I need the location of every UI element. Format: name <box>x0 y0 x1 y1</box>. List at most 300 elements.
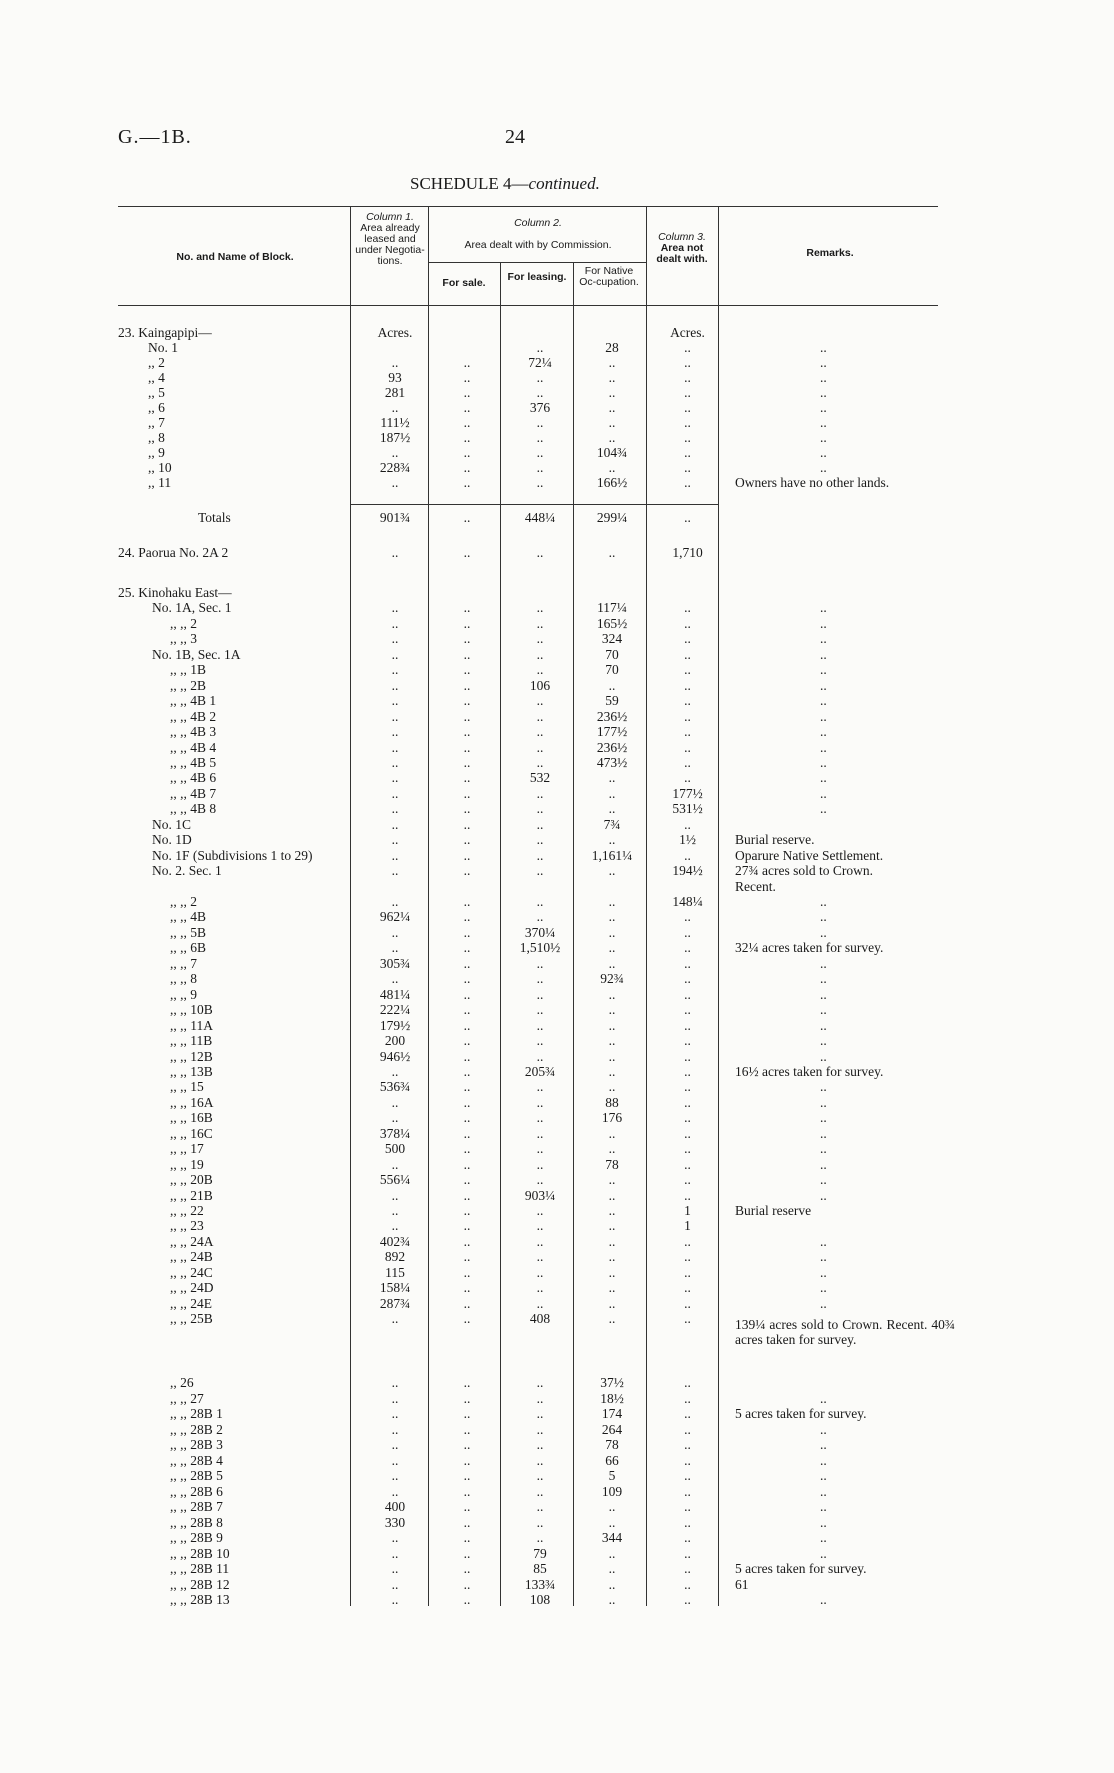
cell-c2: .. <box>463 1545 471 1561</box>
table-row <box>0 1249 1114 1264</box>
cell-c3: .. <box>536 832 544 848</box>
block-name-cell: ,, ,, 28B 3 <box>170 1437 223 1452</box>
table-row <box>0 971 1114 986</box>
table-row <box>0 1592 1114 1607</box>
cell-c4: .. <box>608 1063 616 1079</box>
cell-c2: .. <box>463 1110 471 1126</box>
cell-c3: .. <box>536 340 544 355</box>
cell-c4: .. <box>608 1033 616 1049</box>
cell-c2: .. <box>463 955 471 971</box>
cell-c6: .. <box>820 460 827 475</box>
cell-c2: .. <box>463 1063 471 1079</box>
cell-c5: .. <box>684 400 691 415</box>
cell-c1: .. <box>391 1203 399 1218</box>
cell-c6: .. <box>820 924 827 940</box>
cell-c2: .. <box>463 1295 471 1311</box>
cell-c4: .. <box>608 1125 616 1141</box>
block-name-cell: ,, ,, 22 <box>170 1203 204 1218</box>
cell-c4: .. <box>608 1311 616 1327</box>
cell-c2: .. <box>463 739 471 755</box>
cell-c3: .. <box>536 909 544 925</box>
header-remarks: Remarks. <box>806 247 854 259</box>
header-col2-title: Column 2. <box>514 217 562 229</box>
cell-c6: .. <box>820 1048 827 1064</box>
block-name-cell: ,, ,, 28B 5 <box>170 1468 223 1483</box>
cell-c5: .. <box>684 1561 691 1576</box>
header-col3 <box>648 232 716 265</box>
cell-c5: .. <box>684 1483 691 1499</box>
cell-c2: .. <box>463 724 471 740</box>
cell-c3: 408 <box>529 1311 551 1327</box>
block-name-cell: ,, ,, 15 <box>170 1079 204 1095</box>
cell-c5: .. <box>684 924 691 940</box>
cell-c5: .. <box>684 847 691 863</box>
block-name-cell: ,, ,, 2 <box>170 894 197 909</box>
table-row <box>0 1375 1114 1390</box>
cell-c2: .. <box>463 677 471 693</box>
cell-c5: .. <box>684 1375 691 1390</box>
cell-c6: .. <box>820 662 827 678</box>
cell-c2: .. <box>463 1079 471 1095</box>
table-row <box>0 925 1114 940</box>
cell-c1: .. <box>391 971 399 987</box>
cell-c4: .. <box>608 545 616 560</box>
cell-c1: .. <box>391 1063 399 1079</box>
cell-c1: 158¼ <box>379 1280 411 1296</box>
table-row <box>0 1515 1114 1530</box>
block-name-cell: ,, ,, 28B 8 <box>170 1514 223 1530</box>
document-reference: G.—1B. <box>118 126 192 148</box>
cell-c4: .. <box>608 1017 616 1033</box>
cell-c6: .. <box>820 1110 827 1126</box>
cell-c1: .. <box>391 847 399 863</box>
cell-c6: .. <box>820 971 827 987</box>
totals-c1: 901¾ <box>379 510 411 525</box>
cell-c6: Oparure Native Settlement. <box>735 847 884 863</box>
table-row <box>0 415 1114 430</box>
cell-c6: .. <box>820 1172 827 1188</box>
cell-c3: .. <box>536 430 544 445</box>
cell-c5: .. <box>684 662 691 678</box>
page-number: 24 <box>505 126 525 148</box>
cell-c5: .. <box>684 1249 691 1265</box>
cell-c5: 177½ <box>672 785 703 801</box>
cell-c1: 892 <box>384 1249 406 1265</box>
cell-c4: 264 <box>601 1421 623 1437</box>
cell-c5: .. <box>684 460 691 475</box>
cell-c5: .. <box>684 986 691 1002</box>
cell-c6: .. <box>820 693 827 709</box>
table-row <box>0 1203 1114 1218</box>
header-col1 <box>354 212 426 267</box>
cell-c3: 370¼ <box>524 924 556 940</box>
block-name-cell: ,, 10 <box>148 460 172 475</box>
block-name-cell: ,, ,, 17 <box>170 1141 204 1157</box>
cell-c1: .. <box>391 1437 399 1452</box>
cell-c1: .. <box>391 940 399 956</box>
cell-c3: 532 <box>529 770 551 786</box>
cell-c1: .. <box>391 677 399 693</box>
cell-c3: .. <box>536 785 544 801</box>
cell-c1: 93 <box>388 370 402 385</box>
cell-c5: .. <box>684 1468 691 1483</box>
cell-c6: .. <box>820 445 827 460</box>
cell-c3: .. <box>536 1125 544 1141</box>
cell-c3: 903¼ <box>524 1187 556 1203</box>
cell-c4: 18½ <box>600 1390 624 1406</box>
cell-c1: .. <box>391 600 399 616</box>
cell-c2: .. <box>463 1514 471 1530</box>
cell-c6: .. <box>820 646 827 662</box>
cell-c5: .. <box>684 1063 691 1079</box>
block-name-cell: ,, ,, 20B <box>170 1172 213 1188</box>
block-name-cell: ,, ,, 4B 5 <box>170 754 217 770</box>
cell-c5: .. <box>684 1264 691 1280</box>
cell-c1: .. <box>391 1545 399 1561</box>
table-row <box>0 1188 1114 1203</box>
cell-c3: .. <box>536 460 544 475</box>
cell-c1: 228¾ <box>379 460 411 475</box>
cell-c2: .. <box>463 1187 471 1203</box>
cell-c4: 165½ <box>596 615 628 631</box>
cell-c1: 111½ <box>380 415 410 430</box>
cell-c1: .. <box>391 1561 399 1576</box>
table-row <box>0 1172 1114 1187</box>
cell-c2: .. <box>463 1499 471 1514</box>
cell-c4: .. <box>608 1280 616 1296</box>
block-name-cell: 25. Kinohaku East— <box>118 585 232 600</box>
cell-c6: 5 acres taken for survey. <box>735 1406 867 1421</box>
cell-c2: .. <box>463 801 471 817</box>
cell-c6: .. <box>820 739 827 755</box>
cell-c6: .. <box>820 1514 827 1530</box>
cell-c3: .. <box>536 600 544 616</box>
cell-c1: 222¼ <box>379 1002 411 1018</box>
cell-c2: .. <box>463 662 471 678</box>
cell-c1: .. <box>391 894 399 909</box>
cell-c2: .. <box>463 847 471 863</box>
cell-c3: .. <box>536 708 544 724</box>
cell-c5: .. <box>684 631 691 647</box>
cell-c3: .. <box>536 1172 544 1188</box>
block-name-cell: ,, ,, 4B 7 <box>170 785 217 801</box>
totals-line <box>0 510 1114 525</box>
cell-c1: .. <box>391 400 399 415</box>
block-name-cell: ,, ,, 28B 2 <box>170 1421 223 1437</box>
cell-c2: .. <box>463 631 471 647</box>
cell-c4: .. <box>608 400 616 415</box>
cell-c2: .. <box>463 1483 471 1499</box>
cell-c2: .. <box>463 1156 471 1172</box>
block-name-cell: 23. Kaingapipi— <box>118 325 212 340</box>
cell-c1: .. <box>391 739 399 755</box>
block-name-cell: ,, ,, 5B <box>170 924 207 940</box>
cell-c2: .. <box>463 1421 471 1437</box>
cell-c6: .. <box>820 1280 827 1296</box>
cell-c5: .. <box>684 1172 691 1188</box>
cell-c2: .. <box>463 385 471 400</box>
cell-c1: 187½ <box>379 430 411 445</box>
cell-c5: .. <box>684 909 691 925</box>
cell-c2: .. <box>463 785 471 801</box>
header-col3-title: Column 3. <box>658 231 706 243</box>
cell-c6: .. <box>820 1125 827 1141</box>
cell-c1: .. <box>391 1421 399 1437</box>
cell-c4: 28 <box>605 340 619 355</box>
cell-c2: .. <box>463 1390 471 1406</box>
cell-c4: .. <box>608 909 616 925</box>
cell-c6: 61 <box>735 1576 749 1592</box>
block-name-cell: ,, ,, 19 <box>170 1156 204 1172</box>
block-name-cell: ,, 6 <box>148 400 165 415</box>
cell-c4: 236½ <box>596 739 628 755</box>
cell-c6: .. <box>820 1233 827 1249</box>
cell-c4: 78 <box>605 1156 619 1172</box>
cell-c5: .. <box>684 1452 691 1468</box>
table-row <box>0 879 1114 894</box>
cell-c4: 59 <box>605 693 619 709</box>
cell-c5: .. <box>684 1295 691 1311</box>
header-col2 <box>432 218 644 251</box>
block-name-cell: ,, ,, 12B <box>170 1048 213 1064</box>
cell-c6: Owners have no other lands. <box>735 475 890 490</box>
block-name-cell: ,, ,, 28B 7 <box>170 1499 223 1514</box>
cell-c3: .. <box>536 1079 544 1095</box>
cell-c6: .. <box>820 754 827 770</box>
table-row <box>0 460 1114 475</box>
cell-c3: 108 <box>529 1592 551 1607</box>
cell-c4: 88 <box>605 1094 619 1110</box>
cell-c5: .. <box>684 724 691 740</box>
cell-c4: .. <box>608 1514 616 1530</box>
cell-c5: .. <box>684 415 691 430</box>
cell-c6: .. <box>820 1094 827 1110</box>
cell-c3: .. <box>536 1406 544 1421</box>
table-row <box>0 1437 1114 1452</box>
cell-c3: .. <box>536 370 544 385</box>
cell-c5: 1 <box>684 1218 691 1234</box>
cell-c6: .. <box>820 785 827 801</box>
cell-c1: 378¼ <box>379 1125 411 1141</box>
cell-c5: .. <box>684 1406 691 1421</box>
cell-c6: Recent. <box>735 878 776 894</box>
cell-c6: .. <box>820 1156 827 1172</box>
cell-c3: .. <box>536 1421 544 1437</box>
cell-c5: 1,710 <box>672 545 703 560</box>
table-row <box>0 801 1114 816</box>
header-col2-sale: For sale. <box>442 277 486 289</box>
table-row <box>0 1530 1114 1545</box>
table-row <box>0 786 1114 801</box>
block-name-cell: ,, ,, 24D <box>170 1280 214 1296</box>
cell-c6: .. <box>820 415 827 430</box>
cell-c1: .. <box>391 754 399 770</box>
cell-c4: 176 <box>601 1110 623 1126</box>
table-row <box>0 1391 1114 1406</box>
table-row <box>0 545 1114 560</box>
block-name-cell: ,, ,, 6B <box>170 940 207 956</box>
table-row <box>0 1484 1114 1499</box>
table-row <box>0 1002 1114 1017</box>
cell-c2: .. <box>463 1048 471 1064</box>
cell-c4: .. <box>608 1561 616 1576</box>
cell-c5: .. <box>684 677 691 693</box>
cell-c3: .. <box>536 415 544 430</box>
cell-c3: .. <box>536 1002 544 1018</box>
cell-c1: .. <box>391 646 399 662</box>
cell-c5: .. <box>684 1156 691 1172</box>
block-name-cell: ,, ,, 24C <box>170 1264 213 1280</box>
table-row <box>0 385 1114 400</box>
cell-c3: .. <box>536 1218 544 1234</box>
block-name-cell: ,, ,, 28B 13 <box>170 1592 230 1607</box>
cell-c4: 104¾ <box>596 445 628 460</box>
cell-c4: 324 <box>601 631 623 647</box>
cell-c6: .. <box>820 894 827 909</box>
cell-c1: .. <box>391 615 399 631</box>
cell-c2: .. <box>463 460 471 475</box>
cell-c6: .. <box>820 1437 827 1452</box>
cell-c3: .. <box>536 739 544 755</box>
table-row <box>0 832 1114 847</box>
block-name-cell: ,, 9 <box>148 445 165 460</box>
cell-c6: .. <box>820 1033 827 1049</box>
cell-c4: .. <box>608 460 616 475</box>
cell-c3: .. <box>536 1249 544 1265</box>
table-row <box>0 1079 1114 1094</box>
table-row <box>0 1577 1114 1592</box>
block-name-cell: No. 1B, Sec. 1A <box>152 646 241 662</box>
cell-c4: .. <box>608 924 616 940</box>
cell-c4: .. <box>608 785 616 801</box>
table-row <box>0 1422 1114 1437</box>
block-name-cell: No. 1 <box>148 340 178 355</box>
cell-c1: 287¾ <box>379 1295 411 1311</box>
cell-c4: .. <box>608 770 616 786</box>
cell-c2: .. <box>463 600 471 616</box>
cell-c6: .. <box>820 1452 827 1468</box>
cell-c4: 1,161¼ <box>591 847 633 863</box>
cell-c1: .. <box>391 355 399 370</box>
cell-c3: .. <box>536 816 544 832</box>
cell-c6: .. <box>820 340 827 355</box>
cell-c1: .. <box>391 1592 399 1607</box>
cell-c3: .. <box>536 863 544 879</box>
cell-c3: .. <box>536 1530 544 1545</box>
cell-c2: .. <box>463 816 471 832</box>
cell-c4: .. <box>608 863 616 879</box>
cell-c4: 5 <box>608 1468 616 1483</box>
cell-c6: 32¼ acres taken for survey. <box>735 940 884 956</box>
block-name-cell: ,, ,, 24A <box>170 1233 214 1249</box>
cell-c5: .. <box>684 600 691 616</box>
cell-c5: .. <box>684 1576 691 1592</box>
cell-c6: .. <box>820 1530 827 1545</box>
cell-c2: .. <box>463 986 471 1002</box>
table-row <box>0 678 1114 693</box>
cell-c1: .. <box>391 1094 399 1110</box>
cell-c4: 473½ <box>596 754 628 770</box>
cell-c2: .. <box>463 1033 471 1049</box>
header-col2-body: Area dealt with by Commission. <box>464 239 612 251</box>
cell-c4: 109 <box>601 1483 623 1499</box>
cell-c6: .. <box>820 724 827 740</box>
cell-c5: .. <box>684 385 691 400</box>
table-row <box>0 709 1114 724</box>
cell-c4: .. <box>608 1295 616 1311</box>
cell-c1: .. <box>391 475 399 490</box>
remark-25b: 139¼ acres sold to Crown. Recent. 40¾ acres taken for survey. <box>735 1317 955 1347</box>
cell-c6: .. <box>820 631 827 647</box>
cell-c1: .. <box>391 816 399 832</box>
block-name-cell: ,, ,, 2 <box>170 615 197 631</box>
cell-c5: .. <box>684 1141 691 1157</box>
cell-c2: .. <box>463 1437 471 1452</box>
cell-c5: .. <box>684 708 691 724</box>
cell-c2: .. <box>463 1094 471 1110</box>
cell-c4: .. <box>608 955 616 971</box>
cell-c3: .. <box>536 847 544 863</box>
cell-c6: .. <box>820 1187 827 1203</box>
cell-c2: .. <box>463 646 471 662</box>
table-row <box>0 740 1114 755</box>
cell-c3: 133¾ <box>524 1576 556 1592</box>
cell-c5: .. <box>684 1545 691 1561</box>
cell-c3: .. <box>536 1375 544 1390</box>
cell-c6: Burial reserve <box>735 1203 812 1218</box>
cell-c3: .. <box>536 445 544 460</box>
cell-c5: 148¼ <box>672 894 703 909</box>
block-name-cell: ,, ,, 28B 4 <box>170 1452 223 1468</box>
table-row <box>0 1049 1114 1064</box>
table-row <box>0 817 1114 832</box>
table-row <box>0 1018 1114 1033</box>
cell-c6: .. <box>820 1249 827 1265</box>
cell-c4: .. <box>608 801 616 817</box>
cell-c4: .. <box>608 986 616 1002</box>
cell-c3: .. <box>536 693 544 709</box>
cell-c4: 344 <box>601 1530 623 1545</box>
table-row <box>0 724 1114 739</box>
table-row <box>0 987 1114 1002</box>
cell-c2: .. <box>463 1172 471 1188</box>
cell-c5: .. <box>684 646 691 662</box>
cell-c5: .. <box>684 1125 691 1141</box>
cell-c1: .. <box>391 662 399 678</box>
cell-c5: .. <box>684 1017 691 1033</box>
cell-c1: .. <box>391 924 399 940</box>
block-name-cell: ,, ,, 4B <box>170 909 207 925</box>
cell-c1: .. <box>391 1406 399 1421</box>
cell-c5: .. <box>684 340 691 355</box>
block-name-cell: ,, ,, 27 <box>170 1390 204 1406</box>
cell-c3: 1,510½ <box>519 940 561 956</box>
table-row <box>0 1265 1114 1280</box>
cell-c3: .. <box>536 801 544 817</box>
cell-c5: 531½ <box>672 801 703 817</box>
cell-c2: .. <box>463 1249 471 1265</box>
cell-c5: .. <box>684 1530 691 1545</box>
table-row <box>0 1218 1114 1233</box>
cell-c5: .. <box>684 739 691 755</box>
cell-c2: .. <box>463 971 471 987</box>
table-row <box>0 355 1114 370</box>
cell-c3: .. <box>536 385 544 400</box>
block-name-cell: No. 1A, Sec. 1 <box>152 600 232 616</box>
block-name-cell: ,, 26 <box>170 1375 194 1390</box>
cell-c2: .. <box>463 863 471 879</box>
cell-c4: .. <box>608 894 616 909</box>
